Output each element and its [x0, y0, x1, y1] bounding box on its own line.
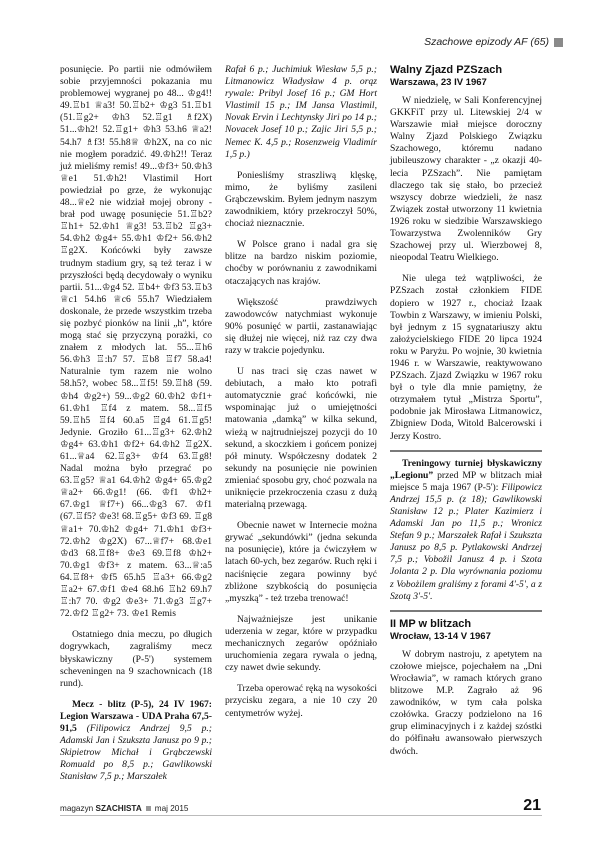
scores-continued-text: Rafał 6 p.; Juchimiuk Wiesław 5,5 p.; Litmanowicz Władysław 4 p. orąz rywale: Pribyl Josef 16 p.; GM Hort Vlastimil 15 p.; IM Jansa Vlastimil, Novak Ervin i Lechtynsky Jiri po 14 p.; Novacek Josef 10 p.; Zajic Jiri 5,5 p.; Nemec K. 4,5 p.; Rosenzweig Vladimír 1,5 p.): [225, 64, 377, 160]
section-heading-blitz: II MP w blitzach: [390, 617, 472, 630]
footer-magazine-prefix: magazyn: [60, 804, 96, 813]
paragraph-poland-blitz: W Polsce grano i nadal gra się blitze na bardzo niskim poziomie, choćby w porównaniu z zawodnikami otaczających nas krajów.: [225, 239, 377, 287]
footer-magazine-name: SZACHISTA: [95, 804, 142, 813]
paragraph-congress: W niedzielę, w Sali Konferencyjnej GKKFiT przy ul. Litewskiej 2/4 w Warszawie miał miejsce doroczny Walny Zjazd Polskiego Związku Szachowego, któremu nadano jubileuszowy charakter - „z okazji 40-lecia PZSzach”. Nie pamiętam dlaczego tak się stało, bo przecież wszyscy dobrze wiedzieli, że nasz Związek został utworzony 11 kwietnia 1926 roku w siedzibie Warszawskiego Towarzystwa Zwolenników Gry Szachowej przy ul. Wierzbowej 8, nieopodal Teatru Wielkiego.: [390, 95, 542, 264]
section-divider: [390, 450, 542, 452]
header-square-icon: [554, 38, 563, 47]
paragraph-internet: Obecnie nawet w Internecie można grywać „sekundówki” (jedna sekunda na posunięcie), które ja ćwiczyłem w latach 60-ych, bez zegarów. Ruch ręki i naciśnięcie zegara powinny być zbliżone szybkością do posunięcia „myszką” - też trzeba trenować!: [225, 520, 377, 604]
footer-rule: [60, 815, 542, 816]
training-lead: Treningowy turniej błyskawiczny „Legionu”: [390, 457, 542, 481]
match-result: [60, 699, 212, 784]
paragraph-professionals: Większość prawdziwych zawodowców natychmiast wykonuje 90% posunięć w partii, zastanawiając się dłużej nie więcej, niż raz czy dwa razy w trakcie pojedynku.: [225, 296, 377, 356]
paragraph-fide: Nie ulega też wątpliwości, że PZSzach został członkiem FIDE dopiero w 1927 r., chociaż Izaak Towbin z Warszawy, w imieniu Polski, był jednym z 15 sygnatariuszy aktu założycielskiego FIDE 20 lipca 1924 roku w Paryżu. Po wojnie, 30 kwietnia 1946 r. w Warszawie, reaktywowano PZSzach. Zjazd Związku w 1967 roku był o tyle dla mnie pamiętny, że otrzymałem tytuł „Mistrza Sportu”, podobnie jak Mirosława Litmanowicz, Zbigniew Doda, Witold Balcerowski i Jerzy Kostro.: [390, 273, 542, 442]
paragraph-wroclaw: W dobrym nastroju, z apetytem na czołowe miejsce, pojechałem na „Dni Wrocławia”, w ramach których grano blitzowe M.P. Zagrało aż 96 zawodników, w tym cała polska czołówka. Graczy podzielono na 16 grup eliminacyjnych i z każdej szóstki do półfinału awansowało pierwszych dwóch.: [390, 648, 542, 757]
scores-continued: [225, 64, 377, 161]
page-number: 21: [523, 797, 541, 814]
section-subheading-congress: Warszawa, 23 IV 1967: [390, 77, 487, 88]
section-subheading-blitz: Wrocław, 13-14 V 1967: [390, 630, 491, 642]
match-result-scores: (Filipowicz Andrzej 9,5 p.; Adamski Jan i Szukszta Janusz po 9 p.; Skipietrow Michał i Grąbczewski Romuald po 8,5 p.; Gawlikowski Stanisław 7,5 p.; Marszałek: [60, 722, 212, 783]
game-commentary: posunięcie. Po partii nie odmówiłem sobie przyjemności pokazania mu problemowej wygranej po 48... ♔g4!! 49.♖b1 ♕a3! 50.♖b2+ ♔g3 51.♖b1 (51.♖g2+ ♔h3 52.♖g1 ♗f2X) 51...♔h2! 52.♖g1+ ♔h3 53.h6 ♕a2! 54.h7 ♗f3! 55.h8♕ ♔h2X, na co nic nie mogłem poradzić. 49.♔h2!! Teraz już mieliśmy remis! 49...♔f3+ 50.♔h3 ♕e1 51.♔h2! Vlastimil Hort powiedział po grze, że wykonując 48...♕e2 nie widział mojej obrony - brał pod uwagę posunięcie 51.♖b2? ♖h1+ 52.♔h1 ♕g3! 53.♖b2 ♖g3+ 54.♔h2 ♔g4+ 55.♔h1 ♔f2+ 56.♔h2 ♖g2X. Końcówki były zawsze trudnym stadium gry, są też teraz i w przyszłości będą decydowały o wyniku partii. 51...♔g4 52. ♖b4+ ♔f3 53.♖b3 ♕c1 54.h6 ♕c6 55.h7 Wiedziałem doskonale, że przede wszystkim trzeba się pozbyć pionków na linii „h”, które mogą stać się przyczyną porażki, co znałem z młodych lat. 55...♖h6 56.♔h3 ♖:h7 57. ♖b8 ♖f7 58.a4! Naturalnie tym razem nie wolno 58.h5?, wobec 58...♖f5! 59.♖h8 (59. ♔h4 ♔g2+) 59...♔g2 60.♔h2 ♔f1+ 61.♔h1 ♖f4 z matem. 58...♖f5 59.♖h5 ♖f4 60.a5 ♖g4 61.♖g5! Jedynie. Groziło 61...♖g3+ 62.♔h2 ♔g4+ 63.♔h1 ♔f2+ 64.♔h2 ♖g2X. 61...♕a4 62.♖g3+ ♔f4 63.♖g8! Nadal można było przegrać po 63.♖g5? ♕a1 64.♔h2 ♔g4+ 65.♔g2 ♕a2+ 66.♔g1! (66. ♔f1 ♔h2+ 67.♔g1 ♕f7+) 66...♔g3 67. ♔f1 (67.♖f5? ♔e3! 68.♖g5+ ♔f3 69. ♖g8 ♕a1+ 70.♔h2 ♔g4+ 71.♔h1 ♔f3+ 72.♔h2 ♔g2X) 67...♕f7+ 68.♔e1 ♔d3 68.♖f8+ ♔e3 69.♖f8 ♔h2+ 70.♔g1 ♔f3+ z matem. 63...♕:a5 64.♖f8+ ♔f5 65.h5 ♖a3+ 66.♔g2 ♖a2+ 67.♔f1 ♔e4 68.h6 ♖h2 69.h7 ♖:h7 70. ♔g2 ♔e3+ 71.♔g3 ♖g7+ 72.♔f2 ♖g2+ 73. ♔e1 Remis: [60, 64, 212, 620]
match-result-lead: Mecz - blitz (P-5), 24 IV 1967: Legion Warszawa - UDA Praha 67,5-91,5: [60, 698, 212, 734]
paragraph-time-wasting: U nas traci się czas nawet w debiutach, a mało kto potrafi automatycznie grać końcówki, nie wspominając już o umiejętności matowania „damką” w kilka sekund, wieżą w najtrudniejszej pozycji do 10 sekund, a skoczkiem i gońcem ponizej pół minuty. Współczesny dodatek 2 sekundy na posunięcie nie powinien zmieniać sposobu gry, choć pozwala na uniknięcie przekroczenia czasu z dużą materialną przewagą.: [225, 366, 377, 511]
training-intro: przed MP w blitzach miał miejsce 5 maja 1967 (P-5'):: [390, 469, 542, 493]
paragraph-clock-hitting: Najważniejsze jest unikanie uderzenia w zegar, które w przypadku mechanicznych zegarów opóźniało uruchomienia zegara rywala o jedną, czy nawet dwie sekundy.: [225, 613, 377, 674]
footer-issue: maj 2015: [154, 804, 189, 813]
paragraph-last-day: Ostatniego dnia meczu, po długich dogrywkach, zagraliśmy mecz błyskawiczny (P-5') systemem scheveningen na 9 szachownicach (18 rund).: [60, 629, 212, 689]
section-divider: [390, 610, 542, 612]
paragraph-defeat: Poniesliśmy straszliwą klęskę, mimo, że byliśmy zasileni Grąbczewskim. Byłem jednym naszym zawodnikiem, który przekroczył 50%, chociaż nieznacznie.: [225, 169, 377, 230]
paragraph-hand-height: Trzeba operować ręką na wysokości przycisku zegara, a nie 10 czy 20 centymetrów wyżej.: [225, 683, 377, 719]
page-header: [424, 36, 563, 48]
training-scores: Filipowicz Andrzej 15,5 p. (z 18); Gawlikowski Stanisław 12 p.; Plater Kazimierz i Adamski Jan po 11,5 p.; Wronicz Stefan 9 p.; Marszałek Rafał i Szukszta Janusz po 8,5 p. Pytlakowski Andrzej 7,5 p.; Vobožil Janusz 4 p. i Szota Jolanta 2 p. Dla wyrównania poziomu z Vobożilem graliśmy z forami 4'-5', a z Szotą 3'-5'.: [390, 481, 542, 602]
header-title: Szachowe epizody AF (65): [424, 36, 549, 48]
column-1: [60, 64, 212, 783]
section-heading-congress: Walny Zjazd PZSzach: [390, 64, 503, 76]
paragraph-training-tournament: [390, 458, 542, 603]
footer-separator-icon: [146, 806, 151, 811]
column-3: [390, 64, 542, 758]
footer: [60, 804, 188, 813]
column-2: [225, 64, 377, 720]
